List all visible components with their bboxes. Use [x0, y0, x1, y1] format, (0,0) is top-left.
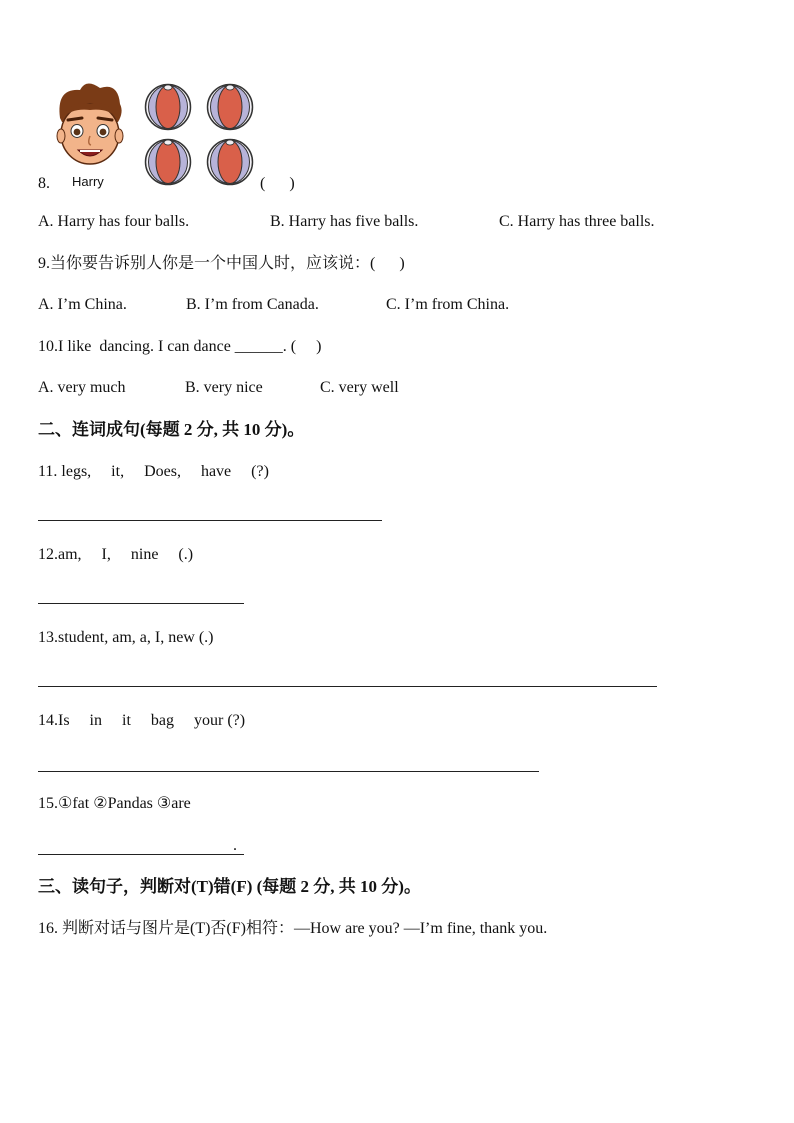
q8-option-c: C. Harry has three balls.	[499, 213, 655, 230]
beach-ball-icon	[146, 140, 191, 185]
question-10-text: 10.I like dancing. I can dance ______. ( )	[38, 338, 322, 355]
q10-option-b: B. very nice	[185, 379, 263, 396]
beach-ball-icon	[208, 85, 253, 130]
answer-line-15	[38, 854, 244, 855]
section-3-heading: 三、读句子，判断对(T)错(F) (每题 2 分, 共 10 分)。	[38, 877, 421, 896]
q8-option-b: B. Harry has five balls.	[270, 213, 419, 230]
answer-line-15-period: .	[233, 837, 237, 854]
answer-line-13	[38, 686, 657, 687]
q9-option-a: A. I’m China.	[38, 296, 127, 313]
harry-cartoon-image	[50, 78, 130, 178]
q9-option-c: C. I’m from China.	[386, 296, 510, 313]
q10-option-a: A. very much	[38, 379, 126, 396]
beach-ball-icon	[208, 140, 253, 185]
balls-picture	[142, 82, 258, 190]
character-name-label: Harry	[72, 174, 104, 189]
section-2-heading: 二、连词成句(每题 2 分, 共 10 分)。	[38, 420, 305, 439]
answer-line-11	[38, 520, 382, 521]
question-13-text: 13.student, am, a, I, new (.)	[38, 629, 214, 646]
question-16-text: 16. 判断对话与图片是(T)否(F)相符：—How are you? —I’m fine, thank you.	[38, 920, 548, 937]
beach-ball-icon	[146, 85, 191, 130]
question-8-number: 8.	[38, 175, 50, 192]
answer-line-14	[38, 771, 539, 772]
question-15-text: 15.①fat ②Pandas ③are	[38, 795, 191, 812]
question-14-text: 14.Is in it bag your (?)	[38, 712, 246, 729]
question-11-text: 11. legs, it, Does, have (?)	[38, 463, 269, 480]
question-9-text: 9.当你要告诉别人你是一个中国人时，应该说：( )	[38, 255, 405, 272]
question-8-answer-paren: ( )	[260, 175, 295, 192]
q9-option-b: B. I’m from Canada.	[186, 296, 319, 313]
q8-option-a: A. Harry has four balls.	[38, 213, 190, 230]
answer-line-12	[38, 603, 244, 604]
q10-option-c: C. very well	[320, 379, 399, 396]
question-12-text: 12.am, I, nine (.)	[38, 546, 194, 563]
